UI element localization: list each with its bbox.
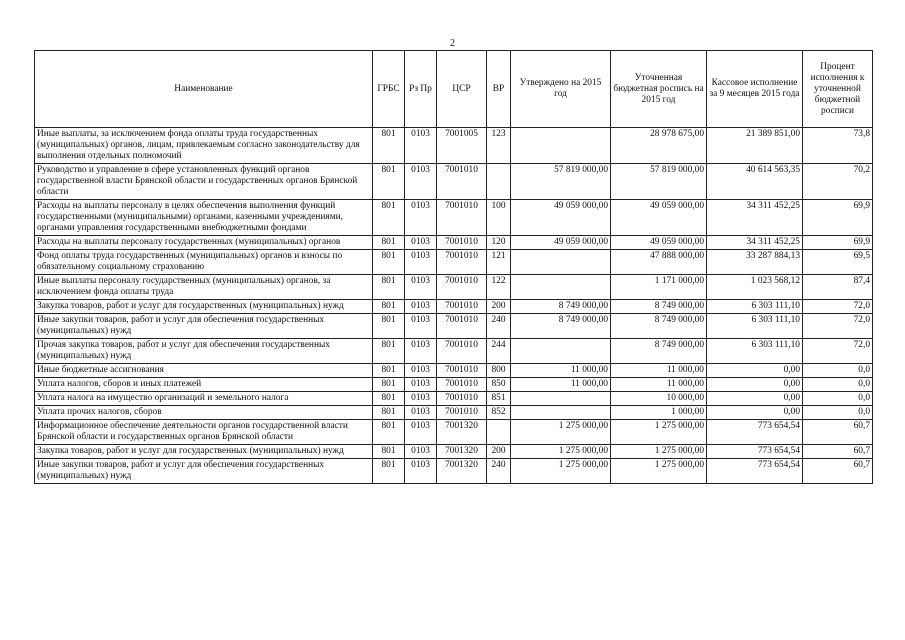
cell-approved: 49 059 000,00 <box>511 200 611 236</box>
cell-rzpr: 0103 <box>405 392 437 406</box>
cell-cash: 33 287 884,13 <box>707 250 803 275</box>
cell-approved: 8 749 000,00 <box>511 314 611 339</box>
cell-percent: 87,4 <box>803 275 873 300</box>
cell-approved: 8 749 000,00 <box>511 300 611 314</box>
cell-vr <box>487 164 511 200</box>
cell-percent: 72,0 <box>803 314 873 339</box>
table-row <box>35 275 873 300</box>
cell-vr: 244 <box>487 339 511 364</box>
cell-rzpr: 0103 <box>405 406 437 420</box>
cell-csr: 7001010 <box>437 200 487 236</box>
cell-csr: 7001010 <box>437 339 487 364</box>
cell-percent: 0,0 <box>803 392 873 406</box>
cell-name: Иные закупки товаров, работ и услуг для обеспечения государственных (муниципальных) нужд <box>35 314 373 339</box>
cell-refined: 10 000,00 <box>611 392 707 406</box>
cell-grbs: 801 <box>373 250 405 275</box>
cell-approved <box>511 339 611 364</box>
cell-grbs: 801 <box>373 164 405 200</box>
cell-cash: 34 311 452,25 <box>707 200 803 236</box>
cell-vr: 240 <box>487 459 511 484</box>
cell-grbs: 801 <box>373 459 405 484</box>
table-row <box>35 200 873 236</box>
cell-refined: 47 888 000,00 <box>611 250 707 275</box>
cell-rzpr: 0103 <box>405 364 437 378</box>
table-row <box>35 420 873 445</box>
cell-csr: 7001005 <box>437 128 487 164</box>
cell-vr: 852 <box>487 406 511 420</box>
header-approved: Утверждено на 2015 год <box>511 51 611 128</box>
cell-name: Иные выплаты, за исключением фонда оплаты труда государственных (муниципальных) органов, лицам, привлекаемым согласно законодательству для выполнения отдельных полномочий <box>35 128 373 164</box>
table-row <box>35 392 873 406</box>
cell-grbs: 801 <box>373 314 405 339</box>
cell-grbs: 801 <box>373 236 405 250</box>
cell-percent: 60,7 <box>803 459 873 484</box>
header-rzpr: Рз Пр <box>405 51 437 128</box>
cell-grbs: 801 <box>373 406 405 420</box>
table-row <box>35 250 873 275</box>
cell-rzpr: 0103 <box>405 250 437 275</box>
cell-csr: 7001010 <box>437 250 487 275</box>
cell-rzpr: 0103 <box>405 128 437 164</box>
cell-refined: 1 000,00 <box>611 406 707 420</box>
cell-name: Фонд оплаты труда государственных (муниципальных) органов и взносы по обязательному социальному страхованию <box>35 250 373 275</box>
cell-name: Иные бюджетные ассигнования <box>35 364 373 378</box>
cell-refined: 1 275 000,00 <box>611 445 707 459</box>
cell-vr: 200 <box>487 445 511 459</box>
cell-refined: 57 819 000,00 <box>611 164 707 200</box>
cell-vr: 122 <box>487 275 511 300</box>
cell-cash: 1 023 568,12 <box>707 275 803 300</box>
cell-refined: 28 978 675,00 <box>611 128 707 164</box>
cell-approved <box>511 392 611 406</box>
cell-percent: 73,8 <box>803 128 873 164</box>
cell-cash: 0,00 <box>707 392 803 406</box>
cell-name: Руководство и управление в сфере установленных функций органов государственной власти Брянской области и государственных органов Брянской области <box>35 164 373 200</box>
cell-percent: 69,9 <box>803 200 873 236</box>
cell-percent: 0,0 <box>803 406 873 420</box>
page-number: 2 <box>450 38 455 49</box>
cell-vr: 200 <box>487 300 511 314</box>
header-percent: Процент исполнения к уточненной бюджетной росписи <box>803 51 873 128</box>
cell-rzpr: 0103 <box>405 339 437 364</box>
cell-grbs: 801 <box>373 300 405 314</box>
cell-grbs: 801 <box>373 339 405 364</box>
cell-approved: 11 000,00 <box>511 364 611 378</box>
cell-csr: 7001010 <box>437 378 487 392</box>
header-vr: ВР <box>487 51 511 128</box>
cell-cash: 40 614 563,35 <box>707 164 803 200</box>
cell-vr: 121 <box>487 250 511 275</box>
cell-name: Расходы на выплаты персоналу государственных (муниципальных) органов <box>35 236 373 250</box>
cell-csr: 7001320 <box>437 445 487 459</box>
cell-grbs: 801 <box>373 275 405 300</box>
cell-approved: 49 059 000,00 <box>511 236 611 250</box>
cell-vr: 240 <box>487 314 511 339</box>
cell-cash: 0,00 <box>707 364 803 378</box>
cell-rzpr: 0103 <box>405 164 437 200</box>
budget-table <box>34 50 873 484</box>
cell-cash: 0,00 <box>707 378 803 392</box>
cell-refined: 1 275 000,00 <box>611 459 707 484</box>
cell-approved: 1 275 000,00 <box>511 459 611 484</box>
cell-vr <box>487 420 511 445</box>
cell-approved <box>511 275 611 300</box>
cell-rzpr: 0103 <box>405 459 437 484</box>
cell-name: Уплата налогов, сборов и иных платежей <box>35 378 373 392</box>
cell-name: Прочая закупка товаров, работ и услуг для обеспечения государственных (муниципальных) нужд <box>35 339 373 364</box>
cell-name: Расходы на выплаты персоналу в целях обеспечения выполнения функций государственными (муниципальными) органами, казенными учреждениями, органами управления государственными внебюджетными фондами <box>35 200 373 236</box>
cell-approved: 11 000,00 <box>511 378 611 392</box>
table-row <box>35 314 873 339</box>
cell-percent: 0,0 <box>803 378 873 392</box>
cell-cash: 21 389 851,00 <box>707 128 803 164</box>
cell-percent: 69,5 <box>803 250 873 275</box>
cell-refined: 49 059 000,00 <box>611 200 707 236</box>
cell-approved: 1 275 000,00 <box>511 420 611 445</box>
cell-rzpr: 0103 <box>405 275 437 300</box>
cell-rzpr: 0103 <box>405 314 437 339</box>
cell-grbs: 801 <box>373 445 405 459</box>
cell-refined: 8 749 000,00 <box>611 339 707 364</box>
cell-refined: 1 275 000,00 <box>611 420 707 445</box>
header-cash: Кассовое исполнение за 9 месяцев 2015 года <box>707 51 803 128</box>
header-name: Наименование <box>35 51 373 128</box>
cell-vr: 120 <box>487 236 511 250</box>
cell-cash: 6 303 111,10 <box>707 300 803 314</box>
cell-percent: 72,0 <box>803 339 873 364</box>
header-csr: ЦСР <box>437 51 487 128</box>
table-row <box>35 378 873 392</box>
table-row <box>35 445 873 459</box>
cell-name: Уплата прочих налогов, сборов <box>35 406 373 420</box>
cell-rzpr: 0103 <box>405 236 437 250</box>
table-row <box>35 300 873 314</box>
header-row <box>35 51 873 128</box>
cell-csr: 7001010 <box>437 392 487 406</box>
cell-refined: 8 749 000,00 <box>611 300 707 314</box>
cell-rzpr: 0103 <box>405 420 437 445</box>
cell-grbs: 801 <box>373 128 405 164</box>
cell-cash: 773 654,54 <box>707 420 803 445</box>
cell-approved: 1 275 000,00 <box>511 445 611 459</box>
cell-grbs: 801 <box>373 364 405 378</box>
cell-cash: 0,00 <box>707 406 803 420</box>
cell-name: Уплата налога на имущество организаций и земельного налога <box>35 392 373 406</box>
table-row <box>35 339 873 364</box>
cell-cash: 6 303 111,10 <box>707 339 803 364</box>
cell-percent: 70,2 <box>803 164 873 200</box>
cell-grbs: 801 <box>373 200 405 236</box>
cell-name: Иные закупки товаров, работ и услуг для обеспечения государственных (муниципальных) нужд <box>35 459 373 484</box>
cell-refined: 8 749 000,00 <box>611 314 707 339</box>
cell-name: Закупка товаров, работ и услуг для государственных (муниципальных) нужд <box>35 445 373 459</box>
table-row <box>35 459 873 484</box>
cell-percent: 0,0 <box>803 364 873 378</box>
cell-csr: 7001320 <box>437 420 487 445</box>
cell-rzpr: 0103 <box>405 300 437 314</box>
cell-cash: 773 654,54 <box>707 445 803 459</box>
cell-percent: 60,7 <box>803 420 873 445</box>
cell-vr: 850 <box>487 378 511 392</box>
cell-csr: 7001320 <box>437 459 487 484</box>
cell-name: Иные выплаты персоналу государственных (муниципальных) органов, за исключением фонда оплаты труда <box>35 275 373 300</box>
cell-cash: 773 654,54 <box>707 459 803 484</box>
cell-cash: 34 311 452,25 <box>707 236 803 250</box>
cell-csr: 7001010 <box>437 236 487 250</box>
cell-grbs: 801 <box>373 378 405 392</box>
cell-percent: 69,9 <box>803 236 873 250</box>
cell-vr: 100 <box>487 200 511 236</box>
cell-percent: 72,0 <box>803 300 873 314</box>
cell-cash: 6 303 111,10 <box>707 314 803 339</box>
cell-name: Информационное обеспечение деятельности органов государственной власти Брянской области и государственных органов Брянской области <box>35 420 373 445</box>
cell-rzpr: 0103 <box>405 445 437 459</box>
cell-grbs: 801 <box>373 420 405 445</box>
table-row <box>35 128 873 164</box>
cell-vr: 123 <box>487 128 511 164</box>
cell-percent: 60,7 <box>803 445 873 459</box>
cell-grbs: 801 <box>373 392 405 406</box>
cell-csr: 7001010 <box>437 406 487 420</box>
table-body <box>35 128 873 484</box>
header-refined: Уточненная бюджетная роспись на 2015 год <box>611 51 707 128</box>
cell-refined: 11 000,00 <box>611 364 707 378</box>
table-row <box>35 236 873 250</box>
cell-approved <box>511 250 611 275</box>
cell-vr: 800 <box>487 364 511 378</box>
cell-approved: 57 819 000,00 <box>511 164 611 200</box>
table-row <box>35 406 873 420</box>
cell-csr: 7001010 <box>437 300 487 314</box>
table-row <box>35 364 873 378</box>
cell-csr: 7001010 <box>437 164 487 200</box>
cell-csr: 7001010 <box>437 275 487 300</box>
cell-refined: 1 171 000,00 <box>611 275 707 300</box>
cell-approved <box>511 406 611 420</box>
cell-csr: 7001010 <box>437 364 487 378</box>
cell-rzpr: 0103 <box>405 200 437 236</box>
cell-name: Закупка товаров, работ и услуг для государственных (муниципальных) нужд <box>35 300 373 314</box>
cell-refined: 49 059 000,00 <box>611 236 707 250</box>
header-grbs: ГРБС <box>373 51 405 128</box>
cell-vr: 851 <box>487 392 511 406</box>
cell-refined: 11 000,00 <box>611 378 707 392</box>
cell-approved <box>511 128 611 164</box>
cell-rzpr: 0103 <box>405 378 437 392</box>
table-row <box>35 164 873 200</box>
cell-csr: 7001010 <box>437 314 487 339</box>
